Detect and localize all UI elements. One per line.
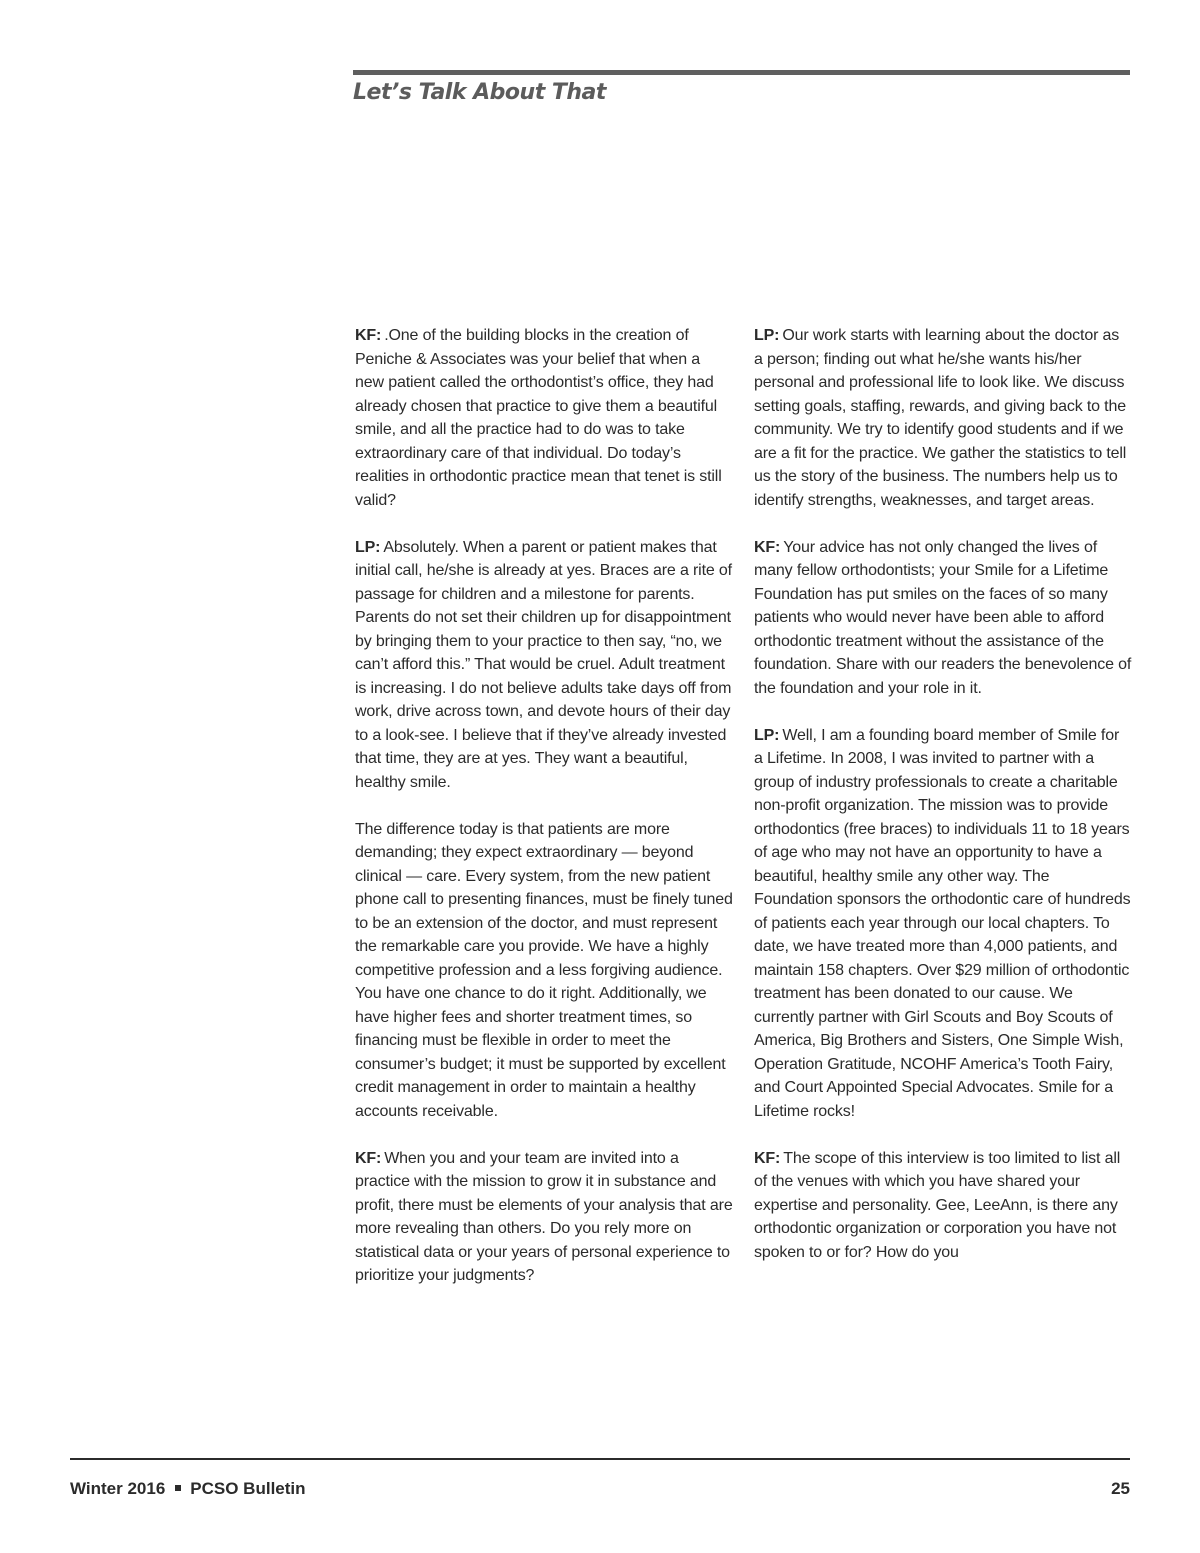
paragraph-text: Well, I am a founding board member of Smile for a Lifetime. In 2008, I was invited to partner with a group of industry professionals to create a charitable non-profit organization. The mission was to provide orthodontics (free braces) to individuals 11 to 18 years of age who may not have an opportunity to have a beautiful, healthy smile any other way. The Foundation sponsors the orthodontic care of hundreds of patients each year through our local chapters. To date, we have treated more than 4,000 patients, and maintain 158 chapters. Over $29 million of orthodontic treatment has been donated to our cause. We currently partner with Girl Scouts and Boy Scouts of America, Big Brothers and Sisters, One Simple Wish, Operation Gratitude, NCOHF America’s Tooth Fairy, and Court Appointed Special Advocates. Smile for a Lifetime rocks! [754, 726, 1131, 1120]
paragraph-text: When you and your team are invited into a practice with the mission to grow it in substance and profit, there must be elements of your analysis that are more revealing than others. Do you rely more on statistical data or your years of personal experience to prioritize your judgments? [355, 1149, 733, 1284]
speaker-label: KF: [754, 538, 781, 556]
speaker-label: LP: [754, 726, 780, 744]
speaker-label: LP: [754, 327, 780, 344]
paragraph-text: The difference today is that patients are more demanding; they expect extraordinary — beyond clinical — care. Every system, from the new patient phone call to presenting finances, must be finely tuned to be an extension of the doctor, and must represent the remarkable care you provide. We have a highly competitive profession and a less forgiving audience. You have one chance to do it right. Additionally, we have higher fees and shorter treatment times, so financing must be flexible in order to meet the consumer’s budget; it must be supported by excellent credit management in order to maintain a healthy accounts receivable. [355, 820, 733, 1120]
paragraph [754, 724, 1132, 1124]
paragraph [355, 536, 733, 795]
header-rule [353, 70, 1130, 75]
footer-rule [70, 1458, 1130, 1460]
paragraph-text: .One of the building blocks in the creation of Peniche & Associates was your belief that when a new patient called the orthodontist’s office, they had already chosen that practice to give them a beautiful smile, and all the practice had to do was to take extraordinary care of that individual. Do today’s realities in orthodontic practice mean that tenet is still valid? [355, 327, 722, 509]
paragraph [754, 1147, 1132, 1265]
paragraph [355, 1147, 733, 1288]
speaker-label: LP: [355, 538, 381, 556]
speaker-label: KF: [754, 1149, 781, 1167]
paragraph [355, 818, 733, 1124]
paragraph [355, 324, 733, 512]
paragraph [754, 536, 1132, 701]
speaker-label: KF: [355, 327, 382, 344]
left-column [355, 324, 733, 1311]
paragraph-text: The scope of this interview is too limited to list all of the venues with which you have shared your expertise and personality. Gee, LeeAnn, is there any orthodontic organization or corporation you have not spoken to or for? How do you [754, 1149, 1121, 1261]
footer-publication: PCSO Bulletin [190, 1479, 306, 1498]
paragraph-text: Your advice has not only changed the lives of many fellow orthodontists; your Smile for a Lifetime Foundation has put smiles on the faces of so many patients who would never have been able to afford orthodontic treatment without the assistance of the foundation. Share with our readers the benevolence of the foundation and your role in it. [754, 538, 1132, 697]
page-number: 25 [1111, 1479, 1130, 1498]
footer-issue-info [70, 1479, 306, 1499]
right-column [754, 324, 1132, 1288]
footer-issue: Winter 2016 [70, 1479, 166, 1498]
paragraph [754, 324, 1132, 512]
paragraph-text: Absolutely. When a parent or patient makes that initial call, he/she is already at yes. Braces are a rite of passage for children and a milestone for parents. Parents do not set their children up for disappointment by bringing them to your practice to then say, “no, we can’t afford this.” That would be cruel. Adult treatment is increasing. I do not believe adults take days off from work, drive across town, and devote hours of their day to a look-see. I believe that if they’ve already invested that time, they are at yes. They want a beautiful, healthy smile. [355, 538, 732, 791]
paragraph-text: Our work starts with learning about the doctor as a person; finding out what he/she wants his/her personal and professional life to look like. We discuss setting goals, staffing, rewards, and giving back to the community. We try to identify good students and if we are a fit for the practice. We gather the statistics to tell us the story of the business. The numbers help us to identify strengths, weaknesses, and target areas. [754, 327, 1127, 509]
square-bullet-icon [175, 1485, 181, 1491]
section-title: Let’s Talk About That [353, 80, 606, 105]
speaker-label: KF: [355, 1149, 382, 1167]
